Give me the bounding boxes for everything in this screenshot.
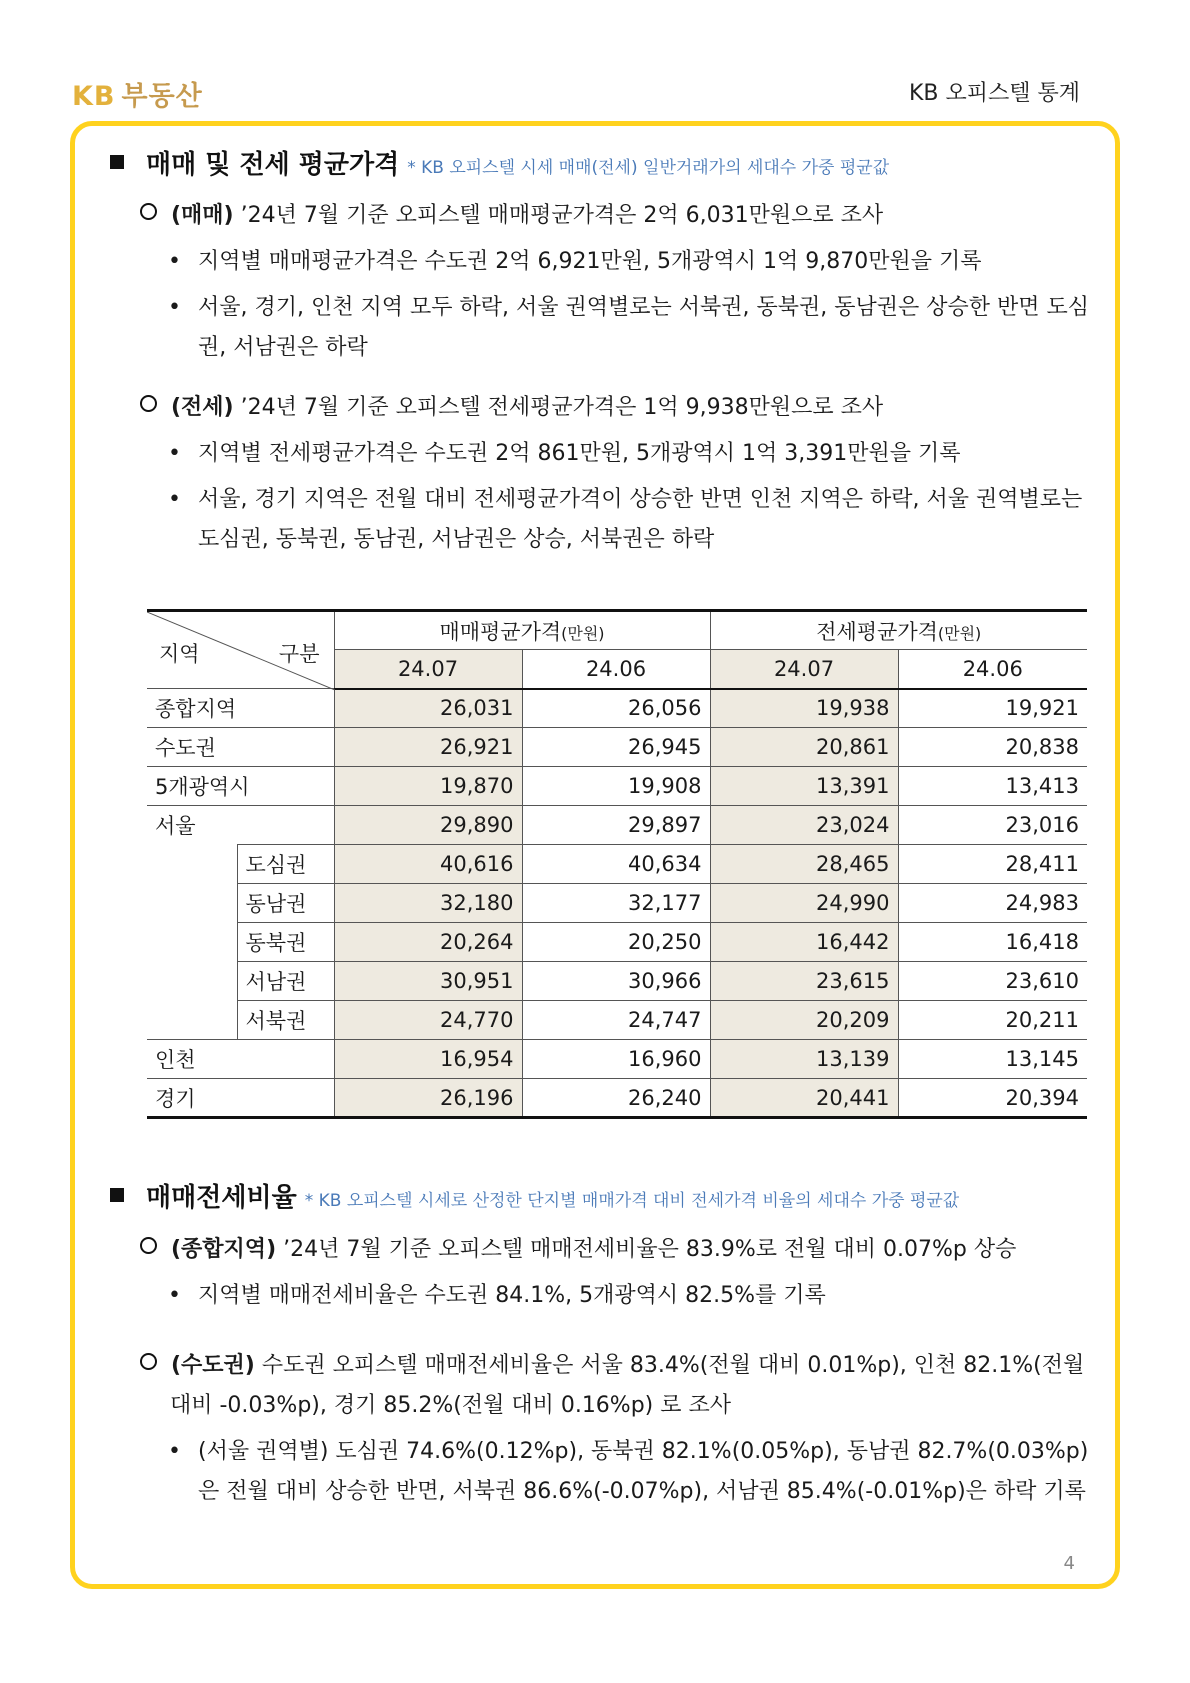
region-cell: 서울 [147,806,334,845]
value-cell: 26,921 [334,728,522,767]
value-cell: 26,031 [334,689,522,728]
price-table [147,609,1087,1119]
table-row [147,923,1087,962]
value-cell: 13,391 [710,767,898,806]
value-cell: 29,897 [522,806,710,845]
value-cell: 20,250 [522,923,710,962]
value-cell: 24,747 [522,1001,710,1040]
jeonse-header-text: 전세평균가격 [816,619,938,644]
table-header-row [147,611,1087,650]
capital-label: (수도권) [171,1353,255,1378]
value-cell: 23,615 [710,962,898,1001]
circle-bullet-icon [140,1353,157,1370]
section-heading-prices [110,144,889,181]
table-row [147,806,1087,845]
jeonse-bullet-2-text: 서울, 경기 지역은 전월 대비 전세평균가격이 상승한 반면 인천 지역은 하락, 서울 권역별로는 도심권, 동북권, 동남권, 서남권은 상승, 서북권은 하락 [198,487,1083,552]
region-cell: 경기 [147,1079,334,1118]
dot-bullet-icon: • [168,1283,181,1308]
value-cell: 40,634 [522,845,710,884]
dot-bullet-icon: • [168,441,181,466]
value-cell: 16,960 [522,1040,710,1079]
period-cell: 24.06 [898,650,1087,689]
value-cell: 24,983 [898,884,1087,923]
value-cell: 23,016 [898,806,1087,845]
jeonse-bullet-2 [168,480,1098,560]
region-cell: 5개광역시 [147,767,334,806]
subregion-cell: 동북권 [237,923,334,962]
section-title: 매매전세비율 [146,1183,297,1213]
table-row [147,1001,1087,1040]
table-row [147,884,1087,923]
value-cell: 20,264 [334,923,522,962]
period-cell: 24.07 [334,650,522,689]
region-cell: 수도권 [147,728,334,767]
dot-bullet-icon: • [168,249,181,274]
section-note: * KB 오피스텔 시세 매매(전세) 일반거래가의 세대수 가중 평균값 [407,158,890,178]
value-cell: 20,838 [898,728,1087,767]
capital-text-1: 수도권 오피스텔 매매전세비율은 서울 83.4%(전월 대비 0.01%p), 인천 82.1%(전월 [254,1353,1085,1378]
section-note: * KB 오피스텔 시세로 산정한 단지별 매매가격 대비 전세가격 비율의 세대수 가중 평균값 [304,1191,960,1211]
value-cell: 13,413 [898,767,1087,806]
sale-bullet-1 [168,242,1098,282]
corner-type-label: 구분 [278,642,320,666]
corner-region-label: 지역 [159,642,200,666]
overall-bullet-1-text: 지역별 매매전세비율은 수도권 84.1%, 5개광역시 82.5%를 기록 [198,1283,826,1308]
table-row [147,767,1087,806]
sale-header-unit: (만원) [561,623,605,643]
value-cell: 30,951 [334,962,522,1001]
table-row [147,962,1087,1001]
value-cell: 28,465 [710,845,898,884]
value-cell: 26,056 [522,689,710,728]
circle-bullet-icon [140,1237,157,1254]
value-cell: 30,966 [522,962,710,1001]
overall-text: ’24년 7월 기준 오피스텔 매매전세비율은 83.9%로 전월 대비 0.07%p 상승 [276,1237,1017,1262]
subregion-cell: 동남권 [237,884,334,923]
value-cell: 16,954 [334,1040,522,1079]
sale-bullet-1-text: 지역별 매매평균가격은 수도권 2억 6,921만원, 5개광역시 1억 9,870만원을 기록 [198,249,982,274]
region-spacer-cell [147,845,237,1040]
sale-header [334,611,710,650]
value-cell: 19,921 [898,689,1087,728]
kb-real-estate-logo [72,74,203,113]
jeonse-text: ’24년 7월 기준 오피스텔 전세평균가격은 1억 9,938만원으로 조사 [233,395,884,420]
value-cell: 20,211 [898,1001,1087,1040]
jeonse-header-unit: (만원) [937,623,982,643]
subregion-cell: 서남권 [237,962,334,1001]
sale-label: (매매) [171,203,234,228]
capital-ratio-summary [140,1346,1084,1386]
value-cell: 20,394 [898,1079,1087,1118]
value-cell: 24,990 [710,884,898,923]
logo-kb: KB [72,81,116,112]
overall-ratio-summary [140,1230,1016,1270]
value-cell: 32,180 [334,884,522,923]
value-cell: 32,177 [522,884,710,923]
value-cell: 19,938 [710,689,898,728]
table-row [147,845,1087,884]
region-cell: 인천 [147,1040,334,1079]
subregion-cell: 도심권 [237,845,334,884]
square-bullet-icon [110,155,124,169]
value-cell: 19,870 [334,767,522,806]
jeonse-bullet-1-text: 지역별 전세평균가격은 수도권 2억 861만원, 5개광역시 1억 3,391만원을 기록 [198,441,961,466]
table-corner-cell [147,611,334,689]
capital-ratio-summary-cont: 대비 -0.03%p), 경기 85.2%(전월 대비 0.16%p) 로 조사 [170,1393,732,1418]
capital-bullet-1-text: (서울 권역별) 도심권 74.6%(0.12%p), 동북권 82.1%(0.05%p), 동남권 82.7%(0.03%p)은 전월 대비 상승한 반면, 서북권 86.6%(-0.07%p), 서남권 85.4%(-0.01%p)은 하락 기록 [198,1439,1089,1504]
value-cell: 20,861 [710,728,898,767]
value-cell: 13,139 [710,1040,898,1079]
value-cell: 26,240 [522,1079,710,1118]
dot-bullet-icon: • [168,487,181,512]
circle-bullet-icon [140,203,157,220]
value-cell: 29,890 [334,806,522,845]
report-title: KB 오피스텔 통계 [908,81,1080,106]
value-cell: 23,610 [898,962,1087,1001]
sale-bullet-2 [168,288,1098,368]
value-cell: 28,411 [898,845,1087,884]
value-cell: 16,442 [710,923,898,962]
overall-bullet-1 [168,1276,1098,1316]
table-row [147,689,1087,728]
overall-label: (종합지역) [171,1237,277,1262]
section-title: 매매 및 전세 평균가격 [146,150,400,180]
region-cell: 종합지역 [147,689,334,728]
period-cell: 24.07 [710,650,898,689]
jeonse-summary [140,388,883,428]
section-heading-ratio [110,1177,959,1214]
jeonse-bullet-1 [168,434,1098,474]
value-cell: 23,024 [710,806,898,845]
page-number: 4 [1063,1553,1075,1574]
value-cell: 26,945 [522,728,710,767]
value-cell: 19,908 [522,767,710,806]
table-row [147,728,1087,767]
dot-bullet-icon: • [168,295,181,320]
sale-header-text: 매매평균가격 [439,619,562,644]
dot-bullet-icon: • [168,1439,181,1464]
sale-text: ’24년 7월 기준 오피스텔 매매평균가격은 2억 6,031만원으로 조사 [233,203,884,228]
jeonse-label: (전세) [171,395,234,420]
value-cell: 26,196 [334,1079,522,1118]
capital-bullet-1 [168,1432,1098,1512]
value-cell: 13,145 [898,1040,1087,1079]
sale-summary [140,196,883,236]
square-bullet-icon [110,1188,124,1202]
sale-bullet-2-text: 서울, 경기, 인천 지역 모두 하락, 서울 권역별로는 서북권, 동북권, 동남권은 상승한 반면 도심권, 서남권은 하락 [198,295,1089,360]
table-row [147,1079,1087,1118]
logo-text: 부동산 [121,81,203,112]
jeonse-header [710,611,1087,650]
table-row [147,1040,1087,1079]
period-cell: 24.06 [522,650,710,689]
value-cell: 16,418 [898,923,1087,962]
value-cell: 20,209 [710,1001,898,1040]
value-cell: 20,441 [710,1079,898,1118]
subregion-cell: 서북권 [237,1001,334,1040]
circle-bullet-icon [140,395,157,412]
value-cell: 40,616 [334,845,522,884]
value-cell: 24,770 [334,1001,522,1040]
